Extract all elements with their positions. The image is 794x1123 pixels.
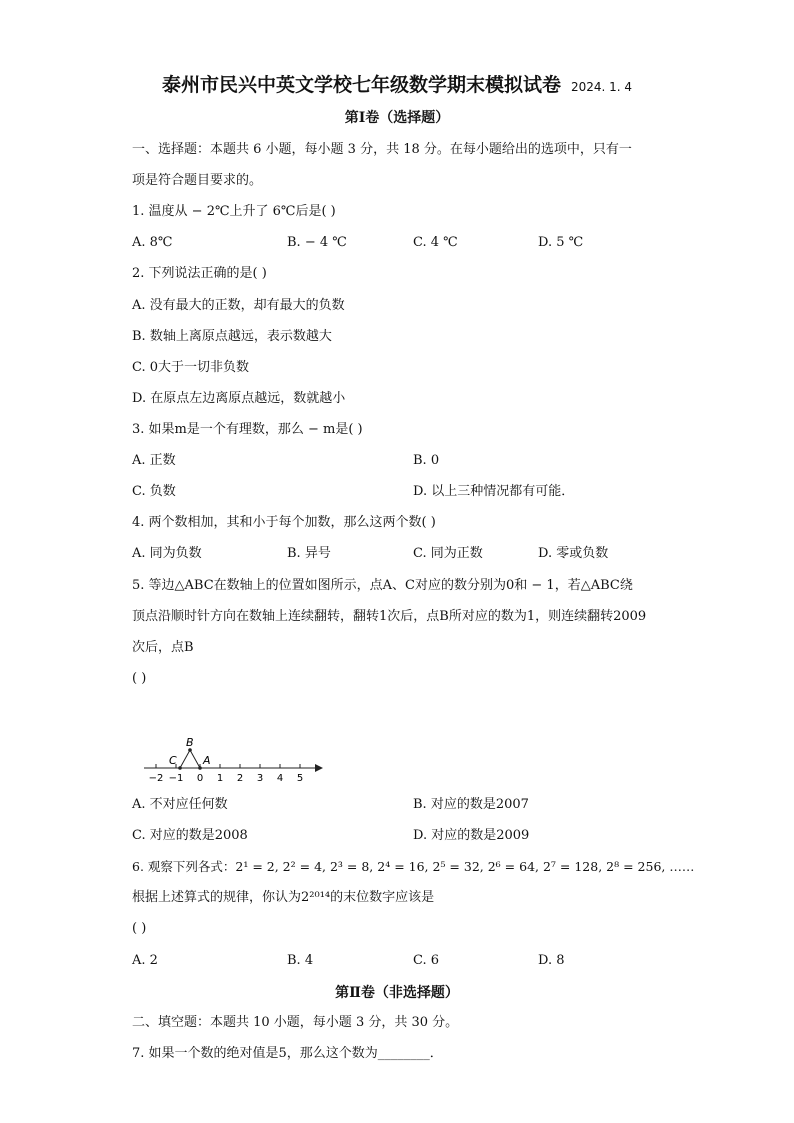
q6-stem-line2: 根据上述算式的规律，你认为2²⁰¹⁴的末位数字应该是	[132, 890, 435, 905]
q5-option-d: D. 对应的数是2009	[413, 828, 530, 843]
q6-option-b: B. 4	[287, 953, 314, 968]
q6-option-c: C. 6	[413, 953, 440, 968]
q6-option-a: A. 2	[132, 953, 158, 968]
number-line-figure	[140, 732, 325, 784]
label-a: A	[203, 754, 211, 767]
tick-label: 2	[236, 773, 244, 784]
q5-option-a: A. 不对应任何数	[132, 797, 228, 812]
tick-label: 4	[276, 773, 284, 784]
q4-option-b: B. 异号	[287, 546, 331, 561]
q3-option-c: C. 负数	[132, 484, 176, 499]
point-c	[178, 766, 182, 770]
section1-intro-line2: 项是符合题目要求的。	[132, 173, 263, 188]
q5-stem-line3: 次后，点B	[132, 640, 194, 655]
q4-option-a: A. 同为负数	[132, 546, 202, 561]
q2-option-b: B. 数轴上离原点越远，表示数越大	[132, 329, 332, 344]
tick-label: 5	[296, 773, 304, 784]
q1-option-b: B. − 4 ℃	[287, 235, 347, 250]
q3-option-b: B. 0	[413, 453, 440, 468]
q3-option-a: A. 正数	[132, 453, 176, 468]
tick-label: 1	[216, 773, 224, 784]
q2-option-d: D. 在原点左边离原点越远，数就越小	[132, 391, 346, 406]
q1-stem: 1. 温度从 − 2℃上升了 6℃后是( )	[132, 204, 336, 219]
label-c: C	[169, 754, 177, 767]
q6-answer-blank: ( )	[132, 921, 147, 936]
q1-option-d: D. 5 ℃	[538, 235, 584, 250]
q5-stem-line1: 5. 等边△ABC在数轴上的位置如图所示，点A、C对应的数分别为0和 − 1，若△ABC绕	[132, 578, 633, 593]
q4-option-c: C. 同为正数	[413, 546, 483, 561]
part2-heading: 第Ⅱ卷（非选择题）	[335, 985, 459, 1001]
q5-option-c: C. 对应的数是2008	[132, 828, 248, 843]
triangle-abc	[180, 750, 200, 768]
q6-option-d: D. 8	[538, 953, 565, 968]
exam-date: 2024. 1. 4	[570, 80, 633, 94]
tick-label: −1	[168, 773, 184, 784]
section2-intro: 二、填空题：本题共 10 小题，每小题 3 分，共 30 分。	[132, 1015, 459, 1030]
part1-heading: 第Ⅰ卷（选择题）	[344, 110, 450, 126]
q5-stem-line2: 顶点沿顺时针方向在数轴上连续翻转，翻转1次后，点B所对应的数为1，则连续翻转2009	[132, 609, 647, 624]
q7-stem: 7. 如果一个数的绝对值是5，那么这个数为________．	[132, 1046, 443, 1061]
q2-option-c: C. 0大于一切非负数	[132, 360, 250, 375]
q2-option-a: A. 没有最大的正数，却有最大的负数	[132, 298, 345, 313]
q1-option-a: A. 8℃	[132, 235, 173, 250]
q4-stem: 4. 两个数相加，其和小于每个加数，那么这两个数( )	[132, 515, 436, 530]
q5-option-b: B. 对应的数是2007	[413, 797, 529, 812]
q4-option-d: D. 零或负数	[538, 546, 609, 561]
point-a	[198, 766, 202, 770]
tick-label: 0	[196, 773, 204, 784]
q3-option-d: D. 以上三种情况都有可能．	[413, 484, 575, 499]
axis-arrow	[315, 764, 323, 772]
tick-label: 3	[256, 773, 264, 784]
q6-stem-line1: 6. 观察下列各式：2¹ = 2, 2² = 4, 2³ = 8, 2⁴ = 16, 2⁵ = 32, 2⁶ = 64, 2⁷ = 128, 2⁸ = 256, ……	[132, 859, 695, 874]
section1-intro-line1: 一、选择题：本题共 6 小题，每小题 3 分，共 18 分。在每小题给出的选项中，只有一	[132, 142, 632, 157]
tick-label: −2	[148, 773, 164, 784]
exam-title	[0, 70, 794, 97]
q5-answer-blank: ( )	[132, 671, 147, 686]
q2-stem: 2. 下列说法正确的是( )	[132, 266, 267, 281]
title-text: 泰州市民兴中英文学校七年级数学期末模拟试卷	[161, 74, 561, 96]
q3-stem: 3. 如果m是一个有理数，那么 − m是( )	[132, 422, 363, 437]
q1-option-c: C. 4 ℃	[413, 235, 458, 250]
label-b: B	[186, 736, 194, 749]
